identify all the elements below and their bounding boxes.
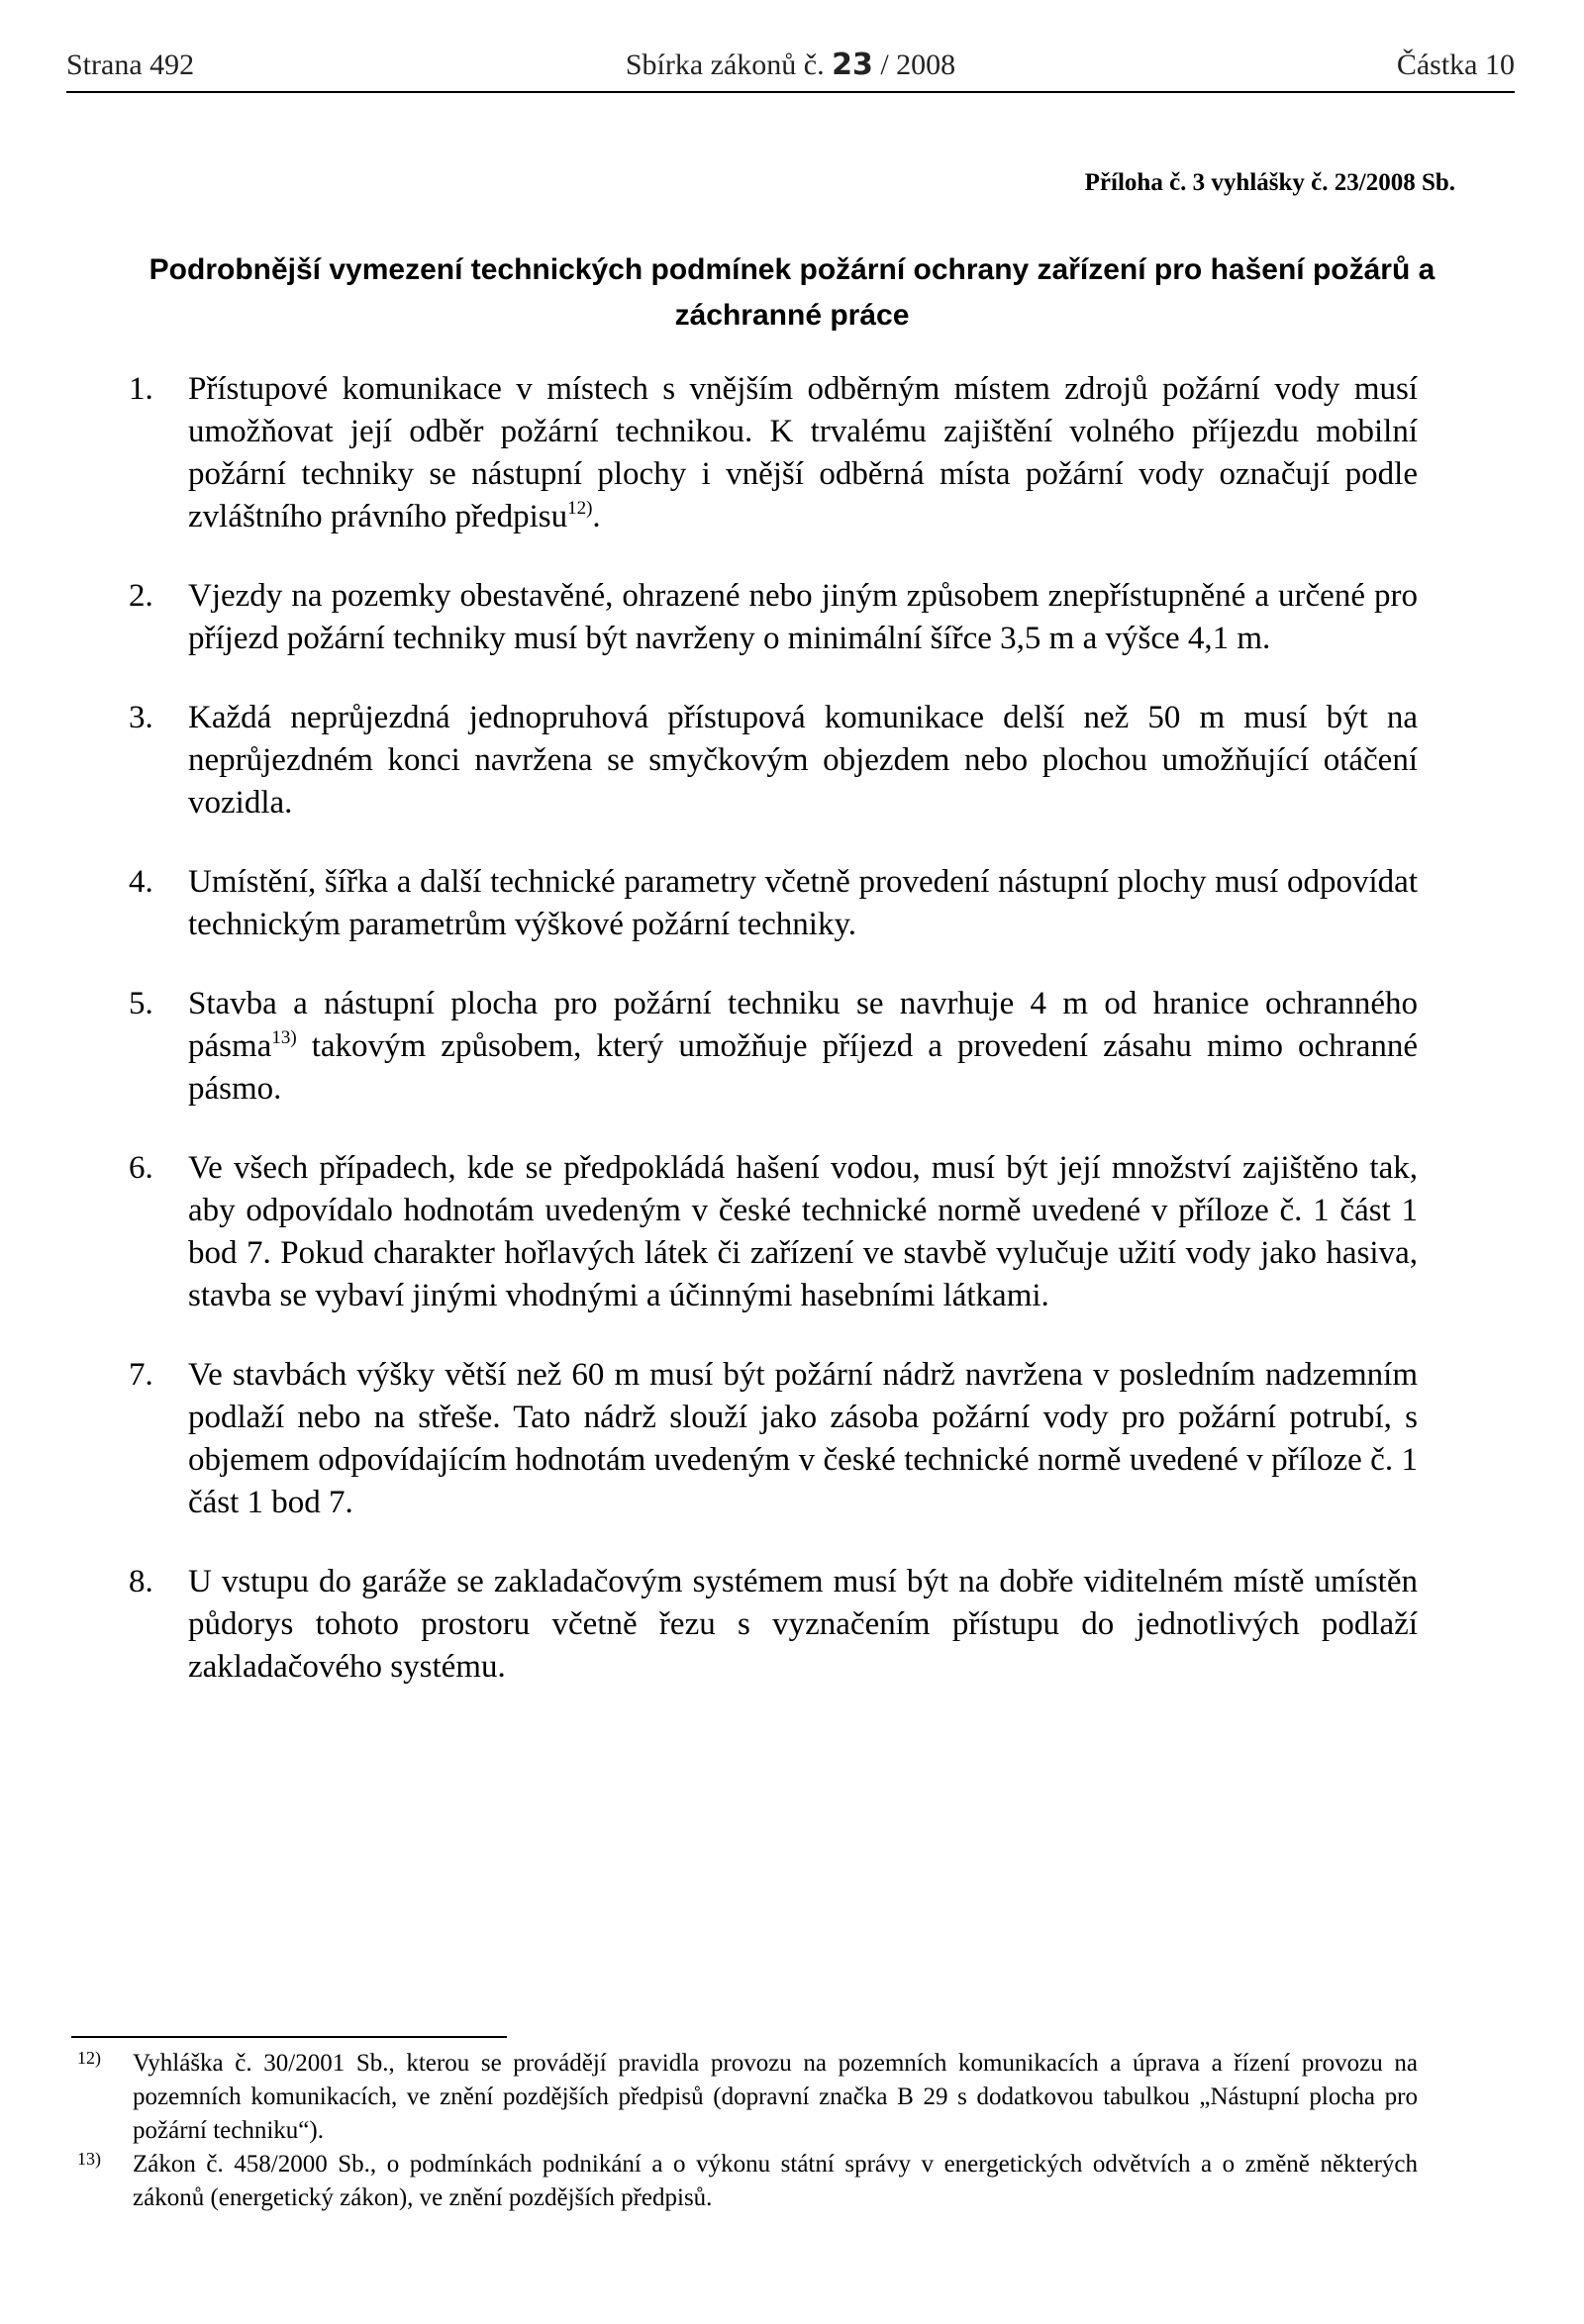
paragraph-text: Stavba a nástupní plocha pro požární techniku se navrhuje 4 m od hranice ochranného pásma <box>188 986 1418 1064</box>
paragraph-number: 4. <box>129 864 153 900</box>
paragraph-item <box>129 368 1418 538</box>
annex-label: Příloha č. 3 vyhlášky č. 23/2008 Sb. <box>1084 169 1455 196</box>
collection-label <box>66 46 1515 85</box>
part-label: Částka 10 <box>1396 48 1515 81</box>
footnote-text: Vyhláška č. 30/2001 Sb., kterou se provádějí pravidla provozu na pozemních komunikacích a úprava a řízení provozu na pozemních komunikacích, ve znění pozdějších předpisů (dopravní značka B 29 s dodatkovou tabulkou „Nástupní plocha pro požární techniku“). <box>133 2050 1418 2144</box>
paragraph-item <box>129 1561 1418 1689</box>
footnote-mark: 13) <box>77 2149 101 2169</box>
paragraph-item <box>129 575 1418 660</box>
paragraph-number: 7. <box>129 1357 153 1393</box>
paragraph-item <box>129 697 1418 824</box>
collection-year: / 2008 <box>880 48 956 81</box>
paragraph-item <box>129 1354 1418 1524</box>
footnotes <box>71 2047 1418 2215</box>
paragraph-number: 3. <box>129 700 153 735</box>
footnote-divider <box>71 2036 507 2038</box>
numbered-paragraphs <box>129 368 1418 1725</box>
paragraph-number: 6. <box>129 1150 153 1186</box>
page-number-label: Strana 492 <box>66 48 195 81</box>
paragraph-item <box>129 1147 1418 1317</box>
paragraph-number: 1. <box>129 371 153 407</box>
collection-number: 23 <box>832 48 873 82</box>
paragraph-number: 5. <box>129 986 153 1021</box>
paragraph-number: 2. <box>129 578 153 614</box>
running-header <box>66 46 1515 85</box>
paragraph-text-continued: takovým způsobem, který umožňuje příjezd a provedení zásahu mimo ochranné pásmo. <box>188 1028 1418 1107</box>
paragraph-text: Vjezdy na pozemky obestavěné, ohrazené nebo jiným způsobem znepřístupněné a určené pro příjezd požární techniky musí být navrženy o minimální šířce 3,5 m a výšce 4,1 m. <box>188 578 1418 656</box>
paragraph-text: Každá neprůjezdná jednopruhová přístupová komunikace delší než 50 m musí být na neprůjezdném konci navržena se smyčkovým objezdem nebo plochou umožňující otáčení vozidla. <box>188 700 1418 821</box>
paragraph-text: Ve stavbách výšky větší než 60 m musí být požární nádrž navržena v posledním nadzemním podlaží nebo na střeše. Tato nádrž slouží jako zásoba požární vody pro požární potrubí, s objemem odpovídajícím hodnotám uvedeným v české technické normě uvedené v příloze č. 1 část 1 bod 7. <box>188 1357 1418 1520</box>
paragraph-text: Přístupové komunikace v místech s vnějším odběrným místem zdrojů požární vody musí umožňovat její odběr požární technikou. K trvalému zajištění volného příjezdu mobilní požární techniky se nástupní plochy i vnější odběrná místa požární vody označují podle zvláštního právního předpisu <box>188 371 1418 534</box>
footnote-reference: 13) <box>271 1027 297 1048</box>
paragraph-item <box>129 861 1418 946</box>
footnote-reference: 12) <box>567 498 593 519</box>
paragraph-text: U vstupu do garáže se zakladačovým systémem musí být na dobře viditelném místě umístěn půdorys tohoto prostoru včetně řezu s vyznačením přístupu do jednotlivých podlaží zakladačového systému. <box>188 1564 1418 1685</box>
collection-prefix: Sbírka zákonů č. <box>625 48 825 81</box>
footnote-13 <box>71 2148 1418 2215</box>
paragraph-text: Umístění, šířka a další technické parametry včetně provedení nástupní plochy musí odpovídat technickým parametrům výškové požární techniky. <box>188 864 1418 942</box>
header-divider <box>66 91 1515 93</box>
footnote-text: Zákon č. 458/2000 Sb., o podmínkách podnikání a o výkonu státní správy v energetických odvětvích a o změně některých zákonů (energetický zákon), ve znění pozdějších předpisů. <box>133 2151 1418 2211</box>
paragraph-text: Ve všech případech, kde se předpokládá hašení vodou, musí být její množství zajištěno tak, aby odpovídalo hodnotám uvedeným v české technické normě uvedené v příloze č. 1 část 1 bod 7. Pokud charakter hořlavých látek či zařízení ve stavbě vylučuje užití vody jako hasiva, stavba se vybaví jinými vhodnými a účinnými hasebními látkami. <box>188 1150 1418 1313</box>
paragraph-item <box>129 983 1418 1111</box>
document-title: Podrobnější vymezení technických podmínek požární ochrany zařízení pro hašení požárů a záchranné práce <box>148 253 1436 332</box>
footnote-12 <box>71 2047 1418 2148</box>
footnote-mark: 12) <box>77 2048 101 2068</box>
paragraph-text-continued: . <box>592 499 601 534</box>
paragraph-number: 8. <box>129 1564 153 1599</box>
